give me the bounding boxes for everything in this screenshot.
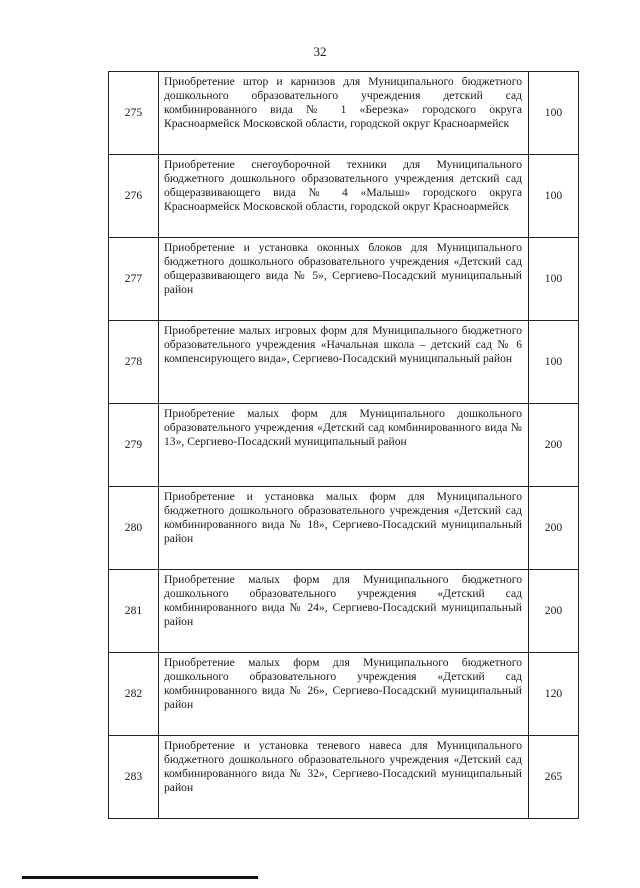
table-row — [109, 653, 579, 736]
description-cell — [159, 570, 529, 653]
table-row — [109, 570, 579, 653]
amount-cell: 100 — [529, 321, 579, 404]
table-row — [109, 736, 579, 819]
description-cell — [159, 653, 529, 736]
table-row — [109, 487, 579, 570]
amount-cell: 200 — [529, 487, 579, 570]
amount-cell: 120 — [529, 653, 579, 736]
row-number-cell: 278 — [109, 321, 159, 404]
amount-cell: 100 — [529, 72, 579, 155]
description-cell — [159, 155, 529, 238]
table-row — [109, 404, 579, 487]
row-number-cell: 279 — [109, 404, 159, 487]
row-description: Приобретение и установка малых форм для Муниципального бюджетного дошкольного образовательного учреждения «Детский сад комбинированного вида № 18», Сергиево-Посадский муниципальный район — [164, 490, 522, 545]
row-description: Приобретение малых игровых форм для Муниципального бюджетного образовательного учреждения «Начальная школа – детский сад № 6 компенсирующего вида», Сергиево-Посадский муниципальный район — [164, 324, 522, 365]
row-number-cell: 281 — [109, 570, 159, 653]
amount-cell: 100 — [529, 155, 579, 238]
row-number-cell: 277 — [109, 238, 159, 321]
table-row — [109, 238, 579, 321]
row-number-cell: 276 — [109, 155, 159, 238]
row-number-cell: 283 — [109, 736, 159, 819]
row-description: Приобретение малых форм для Муниципального бюджетного дошкольного образовательного учреждения «Детский сад комбинированного вида № 24», Сергиево-Посадский муниципальный район — [164, 573, 522, 628]
description-cell — [159, 321, 529, 404]
description-cell — [159, 72, 529, 155]
page-number: 32 — [313, 44, 327, 59]
description-cell — [159, 736, 529, 819]
row-number-cell: 280 — [109, 487, 159, 570]
amount-cell: 100 — [529, 238, 579, 321]
amount-cell: 265 — [529, 736, 579, 819]
description-cell — [159, 238, 529, 321]
row-description: Приобретение и установка оконных блоков для Муниципального бюджетного дошкольного образовательного учреждения «Детский сад общеразвивающего вида № 5», Сергиево-Посадский муниципальный район — [164, 241, 522, 296]
table-row — [109, 155, 579, 238]
row-description: Приобретение штор и карнизов для Муниципального бюджетного дошкольного образовательного учреждения детский сад комбинированного вида № 1 «Березка» городского округа Красноармейск Московской области, городской округ Красноармейск — [164, 75, 522, 130]
table-row — [109, 72, 579, 155]
description-cell — [159, 404, 529, 487]
footer-rule — [22, 876, 258, 879]
description-cell — [159, 487, 529, 570]
row-description: Приобретение малых форм для Муниципального дошкольного образовательного учреждения «Детский сад комбинированного вида № 13», Сергиево-Посадский муниципальный район — [164, 407, 522, 448]
row-number-cell: 275 — [109, 72, 159, 155]
amount-cell: 200 — [529, 404, 579, 487]
row-description: Приобретение снегоуборочной техники для Муниципального бюджетного дошкольного образовательного учреждения детский сад общеразвивающего вида № 4 «Малыш» городского округа Красноармейск Московской области, городской округ Красноармейск — [164, 158, 522, 213]
row-description: Приобретение малых форм для Муниципального бюджетного дошкольного образовательного учреждения «Детский сад комбинированного вида № 26», Сергиево-Посадский муниципальный район — [164, 656, 522, 711]
row-description: Приобретение и установка теневого навеса для Муниципального бюджетного дошкольного образовательного учреждения «Детский сад комбинированного вида № 32», Сергиево-Посадский муниципальный район — [164, 739, 522, 794]
budget-table — [108, 71, 579, 819]
row-number-cell: 282 — [109, 653, 159, 736]
amount-cell: 200 — [529, 570, 579, 653]
table-row — [109, 321, 579, 404]
